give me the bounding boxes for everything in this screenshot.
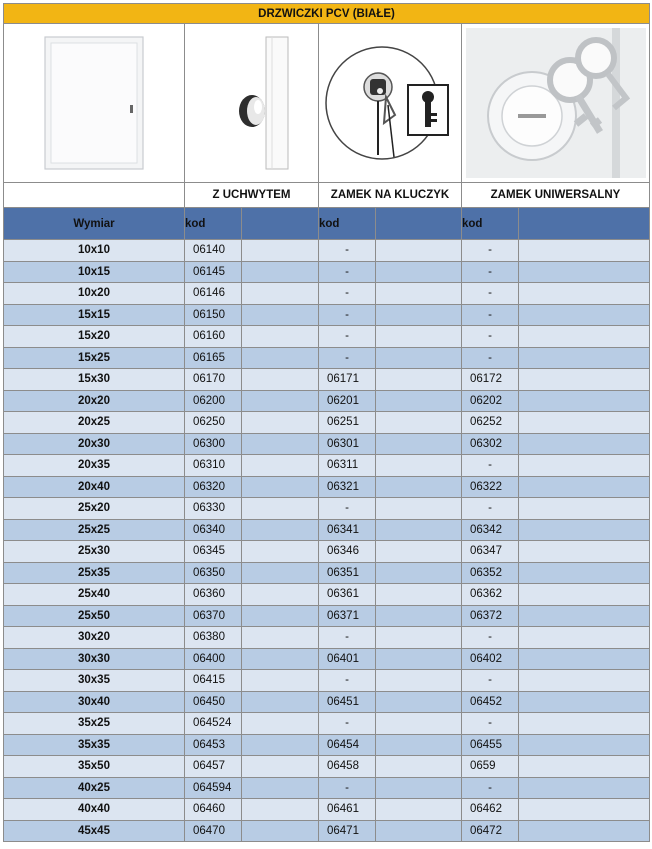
code-handle-cell: 06200 — [185, 390, 242, 412]
table-row — [4, 347, 650, 369]
empty-cell — [519, 390, 650, 412]
code-universal-lock-cell: - — [462, 326, 519, 348]
empty-cell — [242, 369, 319, 391]
code-universal-lock-cell: 06172 — [462, 369, 519, 391]
code-universal-lock-cell: - — [462, 283, 519, 305]
table-title: DRZWICZKI PCV (BIAŁE) — [4, 4, 650, 24]
table-row — [4, 369, 650, 391]
code-handle-cell: 06330 — [185, 498, 242, 520]
empty-cell — [376, 390, 462, 412]
empty-cell — [376, 412, 462, 434]
empty-cell — [519, 756, 650, 778]
empty-cell — [242, 670, 319, 692]
code-key-lock-cell: - — [319, 498, 376, 520]
empty-cell — [519, 326, 650, 348]
table-row — [4, 756, 650, 778]
empty-cell — [519, 240, 650, 262]
table-row — [4, 648, 650, 670]
empty-cell — [519, 476, 650, 498]
code-key-lock-cell: - — [319, 713, 376, 735]
code-universal-lock-cell: 06302 — [462, 433, 519, 455]
dimension-cell: 10x20 — [4, 283, 185, 305]
empty-cell — [519, 541, 650, 563]
empty-cell — [242, 304, 319, 326]
empty-cell — [519, 412, 650, 434]
code-key-lock-cell: 06311 — [319, 455, 376, 477]
header-spacer — [242, 208, 319, 240]
code-universal-lock-cell: - — [462, 347, 519, 369]
table-row — [4, 777, 650, 799]
dimension-cell: 30x20 — [4, 627, 185, 649]
dimension-cell: 20x20 — [4, 390, 185, 412]
code-universal-lock-cell: - — [462, 627, 519, 649]
code-universal-lock-cell: 06455 — [462, 734, 519, 756]
code-handle-cell: 064594 — [185, 777, 242, 799]
empty-cell — [376, 240, 462, 262]
empty-cell — [519, 347, 650, 369]
code-handle-cell: 06453 — [185, 734, 242, 756]
code-handle-cell: 06310 — [185, 455, 242, 477]
empty-cell — [242, 691, 319, 713]
empty-cell — [242, 648, 319, 670]
table-row — [4, 541, 650, 563]
dimension-cell: 15x25 — [4, 347, 185, 369]
empty-cell — [376, 562, 462, 584]
table-row — [4, 799, 650, 821]
code-handle-cell: 06380 — [185, 627, 242, 649]
empty-cell — [376, 283, 462, 305]
code-key-lock-cell: 06461 — [319, 799, 376, 821]
table-row — [4, 691, 650, 713]
empty-cell — [376, 670, 462, 692]
header-code-key-lock: kod — [319, 208, 376, 240]
code-key-lock-cell: - — [319, 283, 376, 305]
empty-cell — [242, 541, 319, 563]
empty-cell — [242, 412, 319, 434]
column-label-empty — [4, 183, 185, 208]
code-handle-cell: 06145 — [185, 261, 242, 283]
empty-cell — [242, 326, 319, 348]
table-row — [4, 240, 650, 262]
code-key-lock-cell: 06346 — [319, 541, 376, 563]
code-universal-lock-cell: 06402 — [462, 648, 519, 670]
code-universal-lock-cell: - — [462, 713, 519, 735]
code-key-lock-cell: 06321 — [319, 476, 376, 498]
table-row — [4, 519, 650, 541]
code-universal-lock-cell: 0659 — [462, 756, 519, 778]
header-code-universal-lock: kod — [462, 208, 519, 240]
code-key-lock-cell: - — [319, 261, 376, 283]
dimension-cell: 20x35 — [4, 455, 185, 477]
dimension-cell: 35x35 — [4, 734, 185, 756]
column-label-key-lock: ZAMEK NA KLUCZYK — [319, 183, 462, 208]
empty-cell — [242, 799, 319, 821]
code-key-lock-cell: 06171 — [319, 369, 376, 391]
empty-cell — [519, 519, 650, 541]
empty-cell — [242, 261, 319, 283]
empty-cell — [519, 691, 650, 713]
empty-cell — [519, 777, 650, 799]
empty-cell — [376, 541, 462, 563]
empty-cell — [519, 455, 650, 477]
empty-cell — [519, 670, 650, 692]
code-key-lock-cell: 06458 — [319, 756, 376, 778]
code-key-lock-cell: 06371 — [319, 605, 376, 627]
code-universal-lock-cell: - — [462, 304, 519, 326]
empty-cell — [242, 584, 319, 606]
dimension-cell: 15x15 — [4, 304, 185, 326]
empty-cell — [519, 713, 650, 735]
empty-cell — [519, 734, 650, 756]
code-handle-cell: 06415 — [185, 670, 242, 692]
empty-cell — [376, 691, 462, 713]
empty-cell — [242, 476, 319, 498]
code-handle-cell: 06150 — [185, 304, 242, 326]
code-handle-cell: 06370 — [185, 605, 242, 627]
code-key-lock-cell: - — [319, 304, 376, 326]
dimension-cell: 45x45 — [4, 820, 185, 842]
empty-cell — [519, 584, 650, 606]
table-row — [4, 304, 650, 326]
dimension-cell: 25x35 — [4, 562, 185, 584]
dimension-cell: 40x40 — [4, 799, 185, 821]
empty-cell — [376, 261, 462, 283]
dimension-cell: 35x25 — [4, 713, 185, 735]
code-key-lock-cell: 06351 — [319, 562, 376, 584]
empty-cell — [376, 605, 462, 627]
empty-cell — [242, 820, 319, 842]
table-row — [4, 670, 650, 692]
empty-cell — [376, 369, 462, 391]
code-key-lock-cell: - — [319, 240, 376, 262]
code-universal-lock-cell: 06342 — [462, 519, 519, 541]
code-handle-cell: 06450 — [185, 691, 242, 713]
empty-cell — [242, 734, 319, 756]
dimension-cell: 20x30 — [4, 433, 185, 455]
code-key-lock-cell: 06454 — [319, 734, 376, 756]
code-handle-cell: 06170 — [185, 369, 242, 391]
empty-cell — [519, 369, 650, 391]
key-lock-image — [319, 24, 462, 183]
door-image — [4, 24, 185, 183]
code-universal-lock-cell: - — [462, 498, 519, 520]
empty-cell — [242, 390, 319, 412]
empty-cell — [519, 648, 650, 670]
header-dimension: Wymiar — [4, 208, 185, 240]
empty-cell — [376, 820, 462, 842]
code-key-lock-cell: 06341 — [319, 519, 376, 541]
code-key-lock-cell: - — [319, 347, 376, 369]
empty-cell — [376, 799, 462, 821]
code-handle-cell: 06300 — [185, 433, 242, 455]
table-row — [4, 261, 650, 283]
code-universal-lock-cell: 06472 — [462, 820, 519, 842]
empty-cell — [242, 627, 319, 649]
dimension-cell: 25x40 — [4, 584, 185, 606]
code-universal-lock-cell: - — [462, 777, 519, 799]
universal-lock-image — [462, 24, 650, 183]
empty-cell — [376, 627, 462, 649]
code-handle-cell: 06340 — [185, 519, 242, 541]
empty-cell — [242, 433, 319, 455]
dimension-cell: 15x20 — [4, 326, 185, 348]
code-handle-cell: 06160 — [185, 326, 242, 348]
table-row — [4, 584, 650, 606]
code-handle-cell: 06250 — [185, 412, 242, 434]
code-handle-cell: 06360 — [185, 584, 242, 606]
empty-cell — [242, 519, 319, 541]
empty-cell — [376, 519, 462, 541]
empty-cell — [519, 283, 650, 305]
code-universal-lock-cell: 06322 — [462, 476, 519, 498]
code-universal-lock-cell: 06347 — [462, 541, 519, 563]
table-row — [4, 476, 650, 498]
code-key-lock-cell: 06451 — [319, 691, 376, 713]
empty-cell — [376, 326, 462, 348]
empty-cell — [242, 455, 319, 477]
dimension-cell: 25x25 — [4, 519, 185, 541]
column-label-universal-lock: ZAMEK UNIWERSALNY — [462, 183, 650, 208]
dimension-cell: 40x25 — [4, 777, 185, 799]
table-row — [4, 498, 650, 520]
dimension-cell: 20x40 — [4, 476, 185, 498]
empty-cell — [519, 799, 650, 821]
code-key-lock-cell: - — [319, 326, 376, 348]
dimension-cell: 30x40 — [4, 691, 185, 713]
table-row — [4, 326, 650, 348]
code-key-lock-cell: 06251 — [319, 412, 376, 434]
code-universal-lock-cell: - — [462, 670, 519, 692]
header-spacer — [519, 208, 650, 240]
code-universal-lock-cell: 06462 — [462, 799, 519, 821]
code-universal-lock-cell: - — [462, 240, 519, 262]
empty-cell — [519, 304, 650, 326]
table-row — [4, 713, 650, 735]
table-row — [4, 433, 650, 455]
empty-cell — [519, 433, 650, 455]
empty-cell — [376, 476, 462, 498]
code-universal-lock-cell: - — [462, 455, 519, 477]
code-key-lock-cell: 06401 — [319, 648, 376, 670]
empty-cell — [376, 433, 462, 455]
code-key-lock-cell: - — [319, 670, 376, 692]
dimension-cell: 20x25 — [4, 412, 185, 434]
code-universal-lock-cell: 06352 — [462, 562, 519, 584]
empty-cell — [376, 734, 462, 756]
dimension-cell: 25x30 — [4, 541, 185, 563]
empty-cell — [376, 648, 462, 670]
code-handle-cell: 064524 — [185, 713, 242, 735]
empty-cell — [242, 713, 319, 735]
code-key-lock-cell: 06201 — [319, 390, 376, 412]
dimension-cell: 35x50 — [4, 756, 185, 778]
dimension-cell: 30x35 — [4, 670, 185, 692]
code-key-lock-cell: - — [319, 627, 376, 649]
table-row — [4, 605, 650, 627]
code-key-lock-cell: 06471 — [319, 820, 376, 842]
column-label-handle: Z UCHWYTEM — [185, 183, 319, 208]
code-universal-lock-cell: 06252 — [462, 412, 519, 434]
code-handle-cell: 06400 — [185, 648, 242, 670]
empty-cell — [242, 240, 319, 262]
empty-cell — [519, 627, 650, 649]
code-handle-cell: 06320 — [185, 476, 242, 498]
code-handle-cell: 06345 — [185, 541, 242, 563]
dimension-cell: 30x30 — [4, 648, 185, 670]
empty-cell — [376, 713, 462, 735]
empty-cell — [376, 498, 462, 520]
empty-cell — [242, 777, 319, 799]
empty-cell — [519, 498, 650, 520]
code-handle-cell: 06460 — [185, 799, 242, 821]
empty-cell — [519, 820, 650, 842]
code-handle-cell: 06457 — [185, 756, 242, 778]
empty-cell — [519, 605, 650, 627]
table-row — [4, 412, 650, 434]
code-universal-lock-cell: 06362 — [462, 584, 519, 606]
empty-cell — [519, 562, 650, 584]
dimension-cell: 10x10 — [4, 240, 185, 262]
dimension-cell: 10x15 — [4, 261, 185, 283]
empty-cell — [376, 756, 462, 778]
table-row — [4, 734, 650, 756]
empty-cell — [519, 261, 650, 283]
empty-cell — [242, 283, 319, 305]
header-code-handle: kod — [185, 208, 242, 240]
code-key-lock-cell: - — [319, 777, 376, 799]
empty-cell — [376, 584, 462, 606]
handle-image — [185, 24, 319, 183]
code-key-lock-cell: 06301 — [319, 433, 376, 455]
table-row — [4, 820, 650, 842]
empty-cell — [376, 777, 462, 799]
code-universal-lock-cell: - — [462, 261, 519, 283]
empty-cell — [242, 347, 319, 369]
code-handle-cell: 06470 — [185, 820, 242, 842]
code-handle-cell: 06165 — [185, 347, 242, 369]
code-universal-lock-cell: 06452 — [462, 691, 519, 713]
empty-cell — [242, 498, 319, 520]
table-row — [4, 390, 650, 412]
code-handle-cell: 06140 — [185, 240, 242, 262]
empty-cell — [376, 347, 462, 369]
code-key-lock-cell: 06361 — [319, 584, 376, 606]
code-handle-cell: 06146 — [185, 283, 242, 305]
product-table — [3, 3, 650, 842]
code-universal-lock-cell: 06372 — [462, 605, 519, 627]
dimension-cell: 25x50 — [4, 605, 185, 627]
empty-cell — [376, 455, 462, 477]
table-row — [4, 627, 650, 649]
table-row — [4, 455, 650, 477]
empty-cell — [242, 562, 319, 584]
code-handle-cell: 06350 — [185, 562, 242, 584]
code-universal-lock-cell: 06202 — [462, 390, 519, 412]
empty-cell — [376, 304, 462, 326]
empty-cell — [242, 756, 319, 778]
header-spacer — [376, 208, 462, 240]
empty-cell — [242, 605, 319, 627]
dimension-cell: 15x30 — [4, 369, 185, 391]
table-row — [4, 283, 650, 305]
dimension-cell: 25x20 — [4, 498, 185, 520]
table-row — [4, 562, 650, 584]
